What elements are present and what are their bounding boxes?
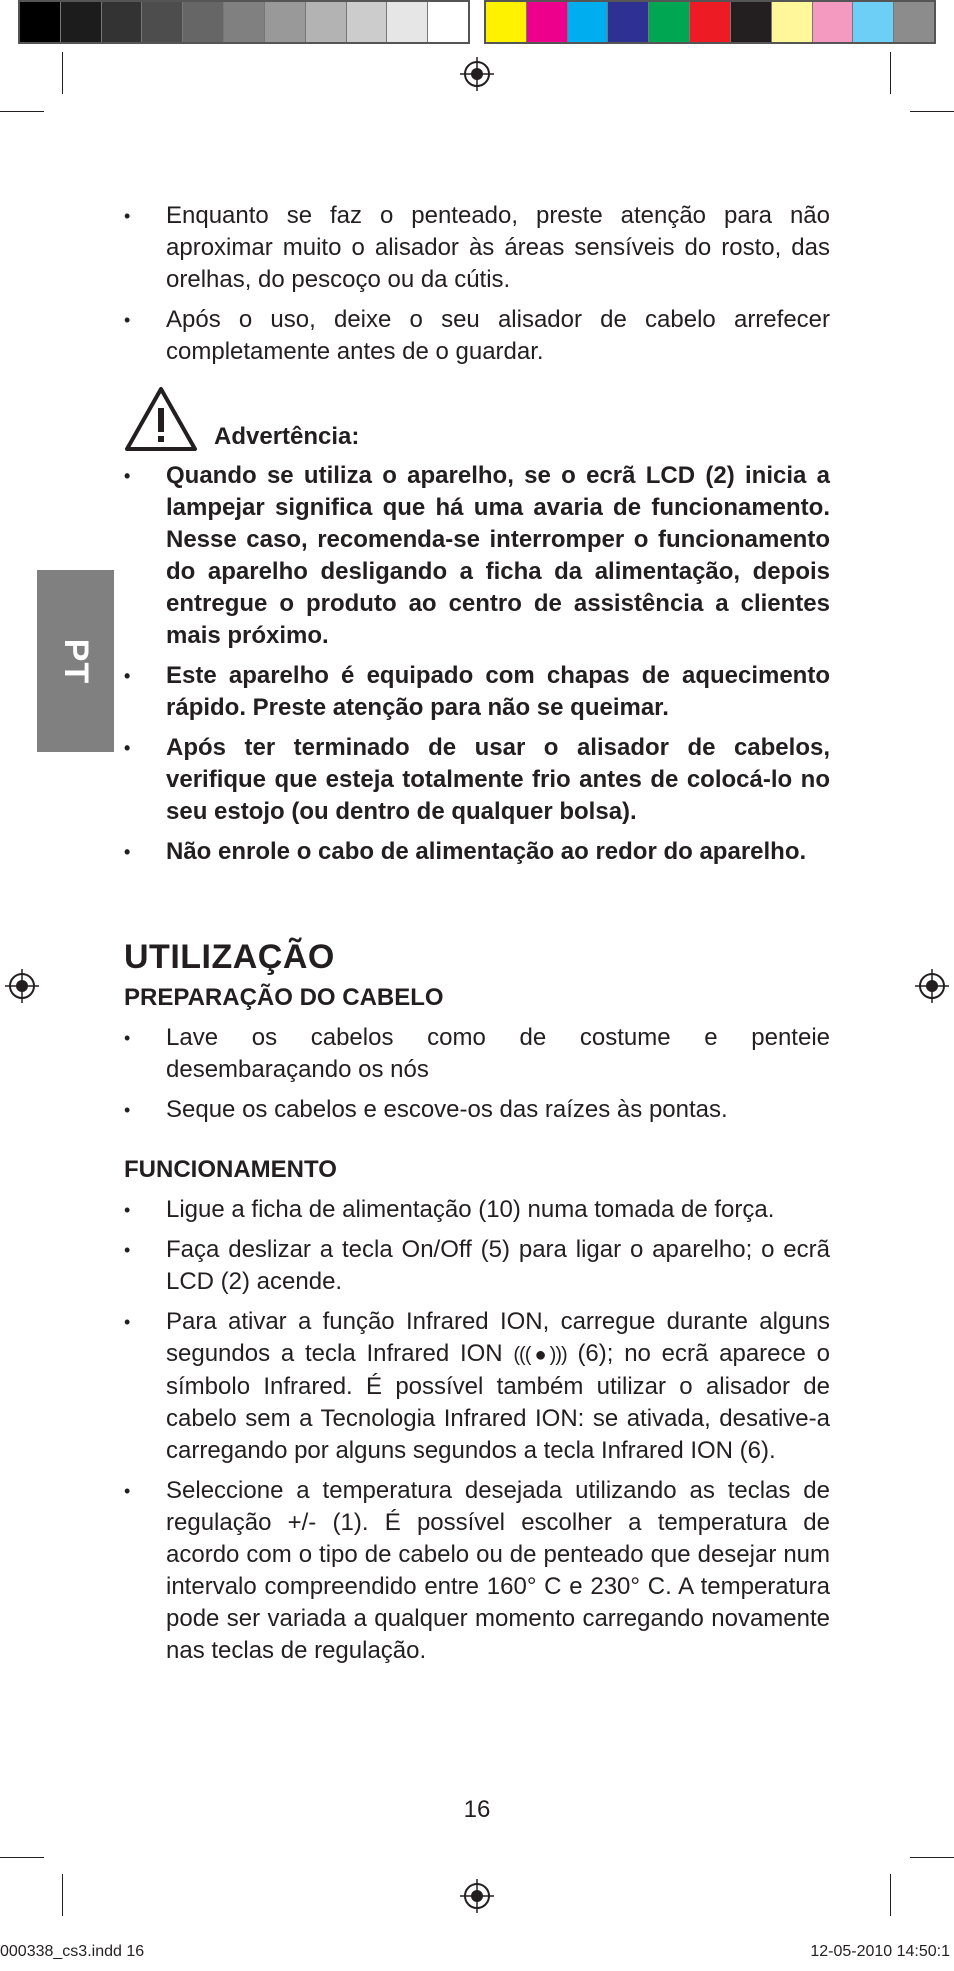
warning-title: Advertência: (214, 423, 360, 450)
page-number: 16 (463, 1796, 491, 1823)
grayscale-color-bar (18, 0, 470, 44)
list-item: • Enquanto se faz o penteado, preste atenção para não aproximar muito o alisador às áreas sensíveis do rosto, das orelhas, do pescoço ou da cútis. (124, 200, 830, 296)
crop-mark (62, 1874, 63, 1916)
crop-mark (910, 111, 954, 112)
color-swatch (428, 2, 468, 42)
color-swatch (690, 2, 731, 42)
color-swatch (894, 2, 934, 42)
color-swatch (568, 2, 609, 42)
registration-mark-icon (459, 1878, 495, 1914)
process-color-bar (484, 0, 936, 44)
crop-mark (0, 111, 44, 112)
list-item: • Quando se utiliza o aparelho, se o ecrã LCD (2) inicia a lampejar significa que há uma avaria de funcionamento. Nesse caso, recomenda-se interromper o funcionamento do aparelho desligando a ficha da alimentação, depois entregue o produto ao centro de assistência a clientes mais próximo. (124, 460, 830, 652)
list-item: • Seque os cabelos e escove-os das raízes às pontas. (124, 1094, 830, 1126)
crop-mark (910, 1857, 954, 1858)
crop-mark (890, 52, 891, 94)
color-swatch (731, 2, 772, 42)
list-item: • Faça deslizar a tecla On/Off (5) para ligar o aparelho; o ecrã LCD (2) acende. (124, 1234, 830, 1298)
slug-date: 12-05-2010 14:50:1 (810, 1943, 950, 1960)
list-item (124, 1306, 830, 1467)
color-swatch (347, 2, 388, 42)
ion-text-before: Para ativar a função Infrared ION, carregue durante alguns segundos a tecla Infrared ION (166, 1308, 830, 1367)
registration-mark-icon (914, 968, 950, 1004)
registration-mark-icon (4, 968, 40, 1004)
color-swatch (20, 2, 61, 42)
preparation-list (124, 1022, 830, 1126)
list-item: • Não enrole o cabo de alimentação ao redor do aparelho. (124, 836, 830, 868)
color-swatch (306, 2, 347, 42)
color-swatch (387, 2, 428, 42)
color-swatch (142, 2, 183, 42)
color-swatch (608, 2, 649, 42)
section-title: UTILIZAÇÃO (124, 938, 335, 976)
color-swatch (853, 2, 894, 42)
subsection-title-operation: FUNCIONAMENTO (124, 1156, 337, 1183)
warning-list (124, 460, 830, 868)
language-tab (37, 570, 114, 752)
color-swatch (649, 2, 690, 42)
language-tab-label: PT (56, 638, 95, 684)
ion-text-after: (6); no ecrã aparece o símbolo Infrared. É possível também utilizar o alisador de cabelo sem a Tecnologia Infrared ION: se ativada, desative-a carregando por alguns segundos a tecla Infrared ION (6). (166, 1340, 830, 1464)
warning-triangle-icon (124, 386, 198, 452)
color-swatch (224, 2, 265, 42)
color-swatch (102, 2, 143, 42)
color-swatch (61, 2, 102, 42)
infrared-ion-icon: (((●))) (513, 1344, 567, 1366)
slug-filename: 000338_cs3.indd 16 (0, 1943, 145, 1960)
crop-mark (0, 1857, 44, 1858)
color-swatch (183, 2, 224, 42)
registration-mark-icon (459, 56, 495, 92)
color-swatch (265, 2, 306, 42)
list-item: • Após ter terminado de usar o alisador de cabelos, verifique que esteja totalmente frio antes de colocá-lo no seu estojo (ou dentro de qualquer bolsa). (124, 732, 830, 828)
list-item: • Após o uso, deixe o seu alisador de cabelo arrefecer completamente antes de o guardar. (124, 304, 830, 368)
list-item: • Seleccione a temperatura desejada utilizando as teclas de regulação +/- (1). É possível escolher a temperatura de acordo com o tipo de cabelo ou de penteado que desejar num intervalo compreendido entre 160° C e 230° C. A temperatura pode ser variada a qualquer momento carregando novamente nas teclas de regulação. (124, 1475, 830, 1667)
crop-mark (890, 1874, 891, 1916)
warning-heading (124, 386, 830, 452)
operation-list (124, 1194, 830, 1667)
subsection-title-preparation: PREPARAÇÃO DO CABELO (124, 984, 444, 1011)
color-swatch (772, 2, 813, 42)
list-item: • Ligue a ficha de alimentação (10) numa tomada de força. (124, 1194, 830, 1226)
crop-mark (62, 52, 63, 94)
list-item: • Este aparelho é equipado com chapas de aquecimento rápido. Preste atenção para não se queimar. (124, 660, 830, 724)
list-item: • Lave os cabelos como de costume e penteie desembaraçando os nós (124, 1022, 830, 1086)
color-swatch (527, 2, 568, 42)
intro-list (124, 200, 830, 368)
color-swatch (486, 2, 527, 42)
page-content (124, 200, 830, 1675)
color-swatch (813, 2, 854, 42)
